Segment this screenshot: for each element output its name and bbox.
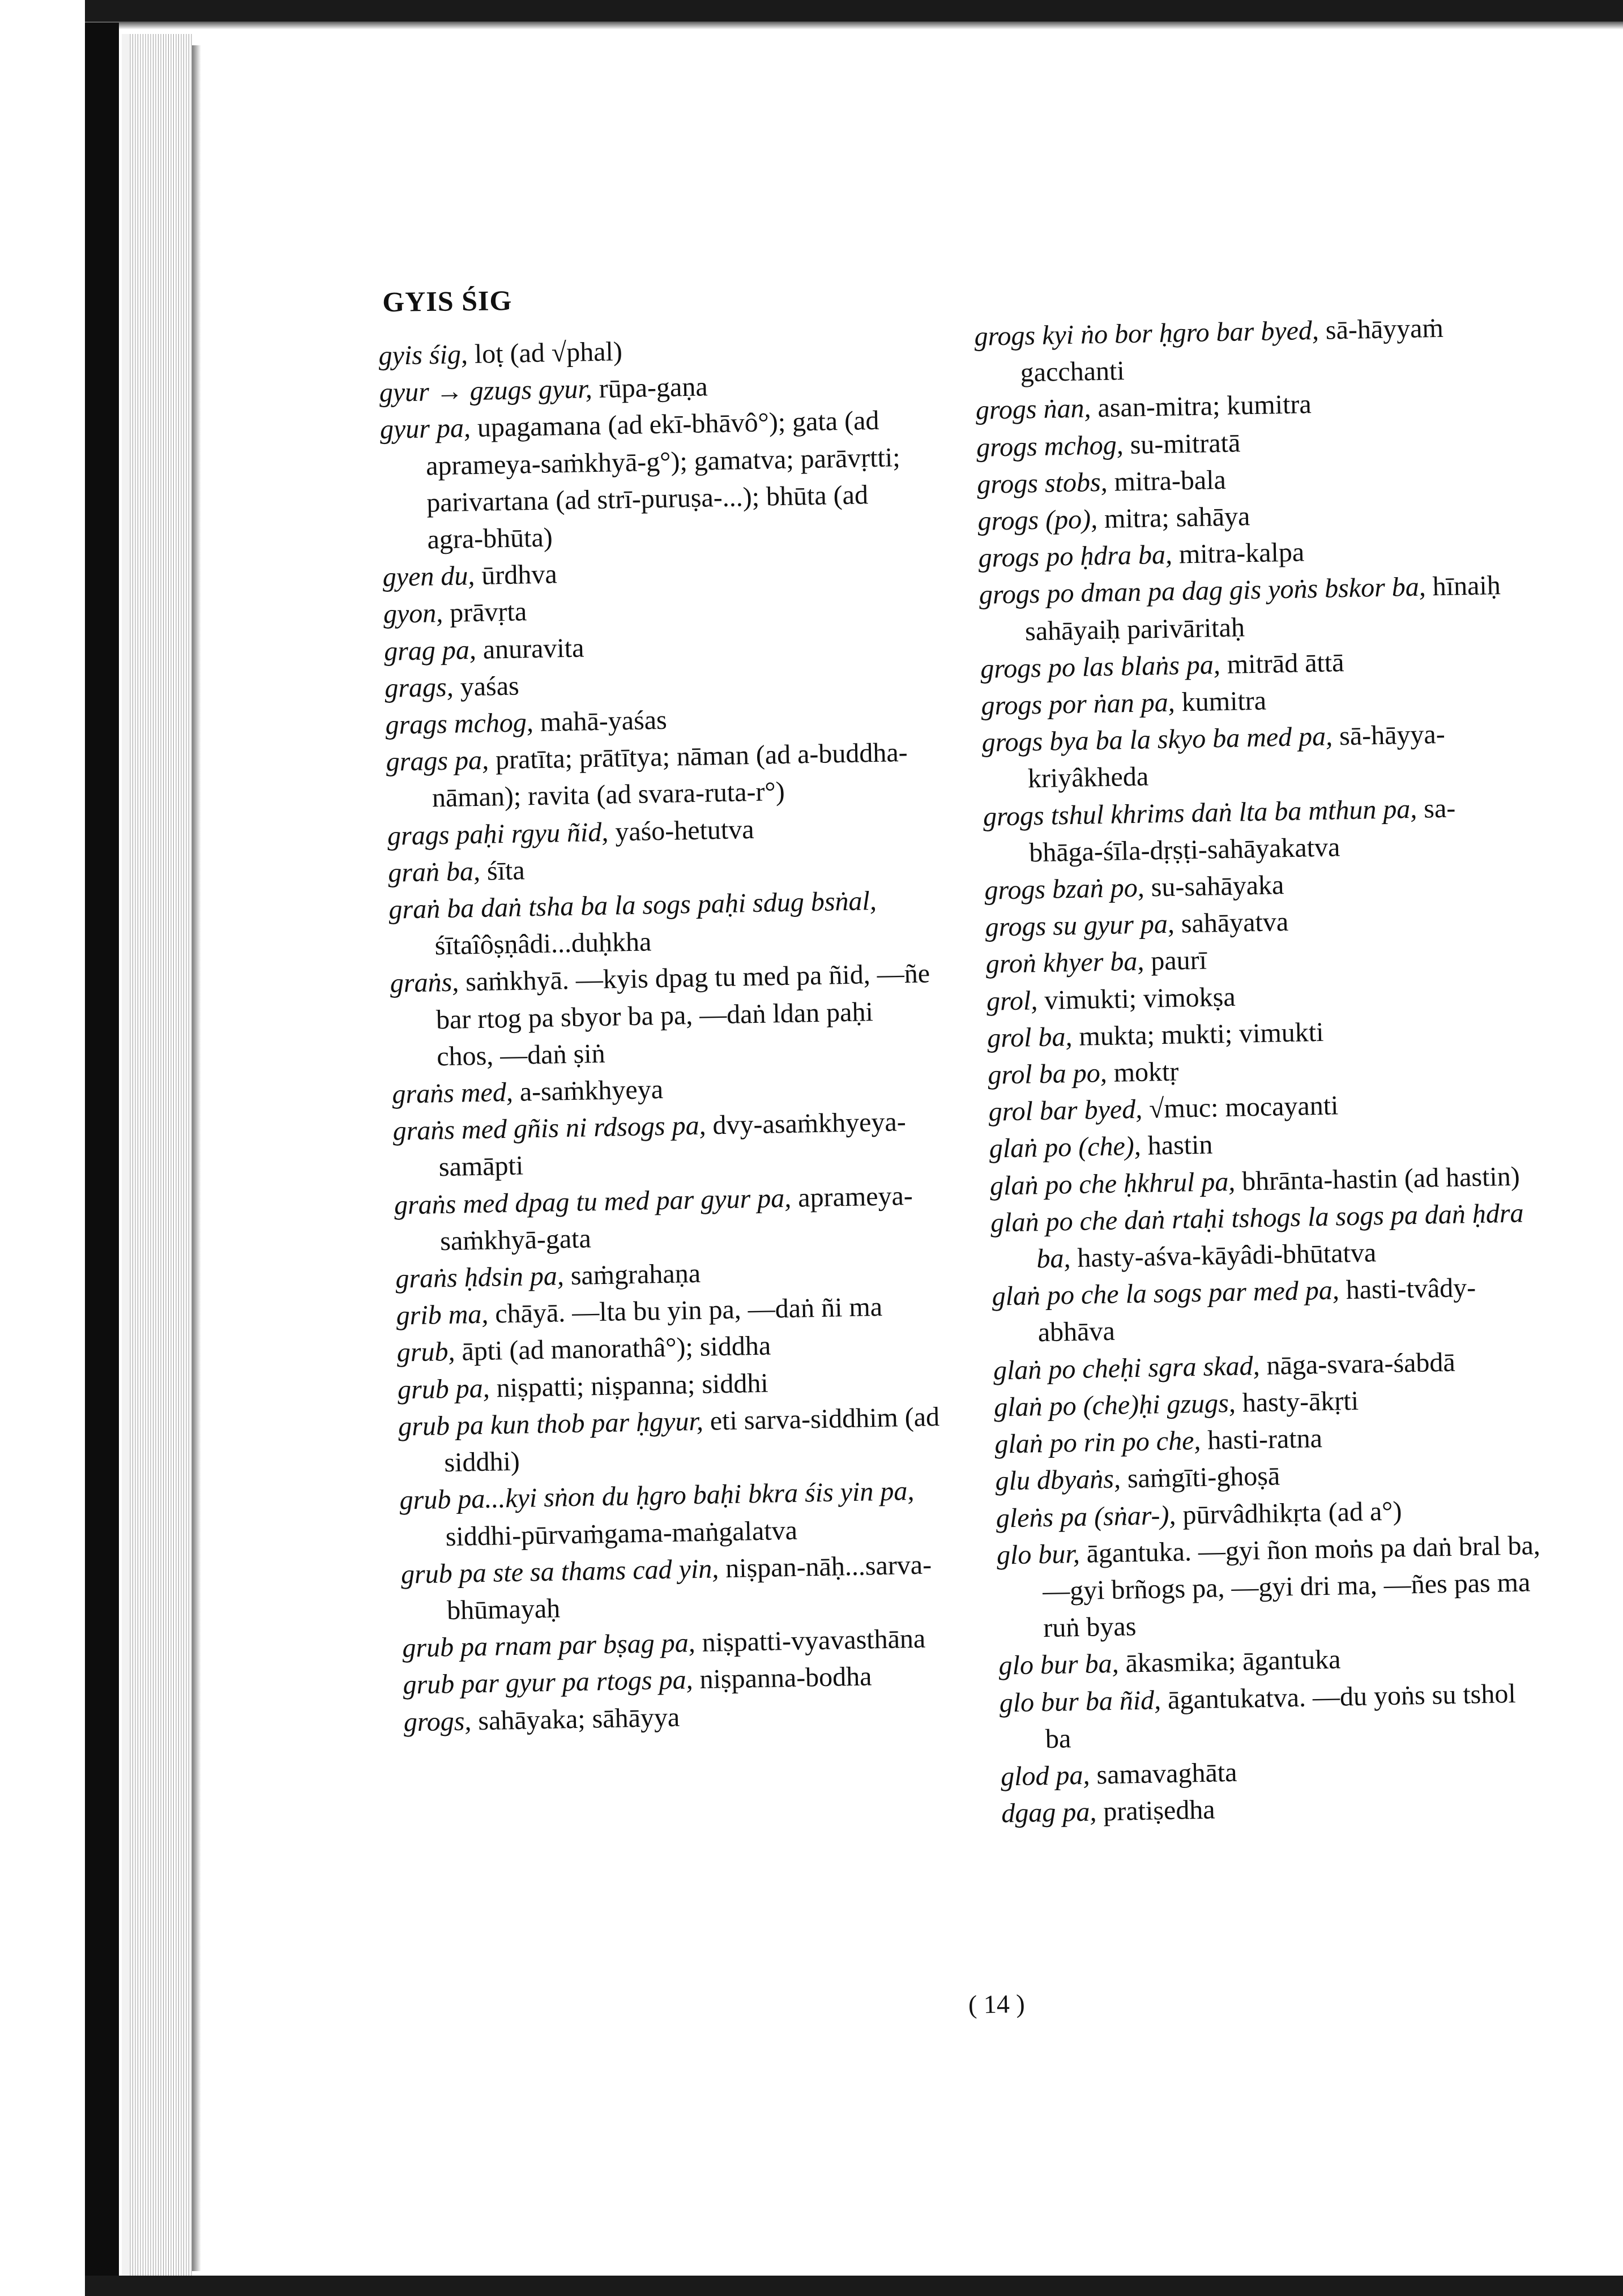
- tibetan-headword: grogs po dman pa dag gis yoṅs bskor ba,: [979, 571, 1426, 611]
- sanskrit-equivalent: moktṛ: [1107, 1056, 1179, 1088]
- sanskrit-equivalent: nāga-svara-śabdā: [1259, 1347, 1456, 1381]
- sanskrit-equivalent: mahā-yaśas: [533, 705, 668, 738]
- sanskrit-equivalent: śīta: [480, 855, 526, 886]
- tibetan-headword: grogs por ṅan pa,: [981, 687, 1176, 721]
- tibetan-headword: gyur pa,: [379, 413, 471, 445]
- dictionary-entry: [400, 1546, 945, 1630]
- tibetan-headword: gyur → gzugs gyur,: [379, 374, 593, 408]
- dictionary-entry: [388, 881, 933, 965]
- tibetan-headword: grub par gyur pa rtogs pa,: [403, 1665, 694, 1700]
- dictionary-entry: [996, 1527, 1541, 1648]
- sanskrit-equivalent: prāvṛta: [442, 596, 527, 629]
- tibetan-headword: glaṅ po rin po che,: [994, 1426, 1201, 1459]
- tibetan-headword: grags,: [384, 672, 454, 703]
- sanskrit-equivalent: su-mitratā: [1123, 428, 1241, 460]
- tibetan-headword: grogs bzaṅ po,: [984, 872, 1145, 906]
- running-header: GYIS ŚIG: [382, 284, 512, 318]
- tibetan-headword: dgag pa,: [1001, 1796, 1097, 1829]
- sanskrit-equivalent: hasty-ākṛti: [1235, 1385, 1359, 1418]
- sanskrit-equivalent: ūrdhva: [474, 559, 558, 591]
- dictionary-entry: [979, 567, 1523, 651]
- sanskrit-equivalent: mitra; sahāya: [1097, 501, 1250, 535]
- dictionary-entry: [992, 1268, 1536, 1352]
- sanskrit-equivalent: sā-hāyyaṁ gacchanti: [1020, 313, 1444, 388]
- sanskrit-equivalent: samavaghāta: [1090, 1757, 1237, 1790]
- tibetan-headword: gyis śig,: [378, 339, 468, 371]
- tibetan-headword: groṅ khyer ba,: [985, 946, 1144, 980]
- tibetan-headword: glo bur,: [996, 1538, 1080, 1571]
- sanskrit-equivalent: āpti (ad manorathâ°); siddha: [455, 1331, 771, 1367]
- sanskrit-equivalent: hīnaiḥ sahāyaiḥ parivāritaḥ: [1024, 570, 1501, 647]
- sanskrit-equivalent: loṭ (ad √phal): [467, 336, 623, 370]
- tibetan-headword: grogs stobs,: [976, 467, 1108, 500]
- tibetan-headword: grogs po las blaṅs pa,: [980, 649, 1221, 684]
- sanskrit-equivalent: rūpa-gaṇa: [592, 372, 708, 404]
- tibetan-headword: glod pa,: [1000, 1760, 1090, 1792]
- sanskrit-equivalent: ākasmika; āgantuka: [1118, 1644, 1341, 1679]
- sanskrit-equivalent: pūrvâdhikṛta (ad a°): [1175, 1496, 1402, 1530]
- gutter-shadow: [192, 45, 201, 2271]
- page-edge-stack: [130, 34, 192, 2277]
- scan-border-bottom: [85, 2276, 1623, 2296]
- tibetan-headword: glaṅ po (che)ḥi gzugs,: [993, 1388, 1236, 1423]
- sanskrit-equivalent: chāyā. —lta bu yin pa, —daṅ ñi ma: [488, 1292, 883, 1330]
- tibetan-headword: glaṅ po che ḥkhrul pa,: [989, 1166, 1236, 1201]
- dictionary-entry: [974, 308, 1519, 392]
- dictionary-entry: [398, 1398, 943, 1482]
- tibetan-headword: grogs su gyur pa,: [985, 908, 1175, 943]
- tibetan-headword: grogs po ḥdra ba,: [978, 539, 1173, 574]
- tibetan-headword: glo bur ba,: [998, 1649, 1120, 1681]
- sanskrit-equivalent: upagamana (ad ekī-bhāvô°); gata (ad aprameya-saṁkhyā-g°); gamatva; parāvṛtti; parivartana (ad strī-puruṣa-...); bhūta (ad agra-bhūta): [425, 406, 901, 555]
- book-spine: [85, 23, 119, 2282]
- sanskrit-equivalent: śītaîôṣṇâdi...duḥkha: [434, 927, 652, 961]
- tibetan-headword: graṅs med,: [392, 1077, 514, 1109]
- sanskrit-equivalent: pratiṣedha: [1096, 1794, 1216, 1827]
- tibetan-headword: grogs tshul khrims daṅ lta ba mthun pa,: [983, 793, 1417, 832]
- sanskrit-equivalent: asan-mitra; kumitra: [1091, 389, 1312, 424]
- sanskrit-equivalent: niṣpanna-bodha: [693, 1661, 872, 1695]
- sanskrit-equivalent: mukta; mukti; vimukti: [1072, 1017, 1324, 1052]
- tibetan-headword: graṅs,: [390, 967, 459, 999]
- sanskrit-equivalent: mitrād āttā: [1220, 647, 1344, 680]
- sanskrit-equivalent: bhrānta-hastin (ad hastin): [1235, 1161, 1521, 1197]
- tibetan-headword: grogs bya ba la skyo ba med pa,: [981, 721, 1333, 758]
- dictionary-entry: [390, 955, 935, 1076]
- sanskrit-equivalent: saṁkhyā. —kyis dpag tu med pa ñid, —ñe bar rtog pa sbyor ba pa, —daṅ ldan paḥi chos, —daṅ ṣiṅ: [435, 958, 930, 1072]
- dictionary-entry: [394, 1177, 938, 1261]
- sanskrit-equivalent: aprameya-saṁkhyā-gata: [439, 1180, 913, 1257]
- sanskrit-equivalent: hasti-tvâdy-abhāva: [1037, 1273, 1476, 1348]
- tibetan-headword: grogs ṅan,: [975, 393, 1092, 426]
- sanskrit-equivalent: niṣpatti-vyavasthāna: [695, 1623, 926, 1658]
- tibetan-headword: graṅ ba,: [387, 856, 481, 888]
- sanskrit-equivalent: √muc: mocayanti: [1142, 1090, 1339, 1125]
- sanskrit-equivalent: niṣpatti; niṣpanna; siddhi: [489, 1368, 769, 1403]
- sanskrit-equivalent: sa-bhāga-śīla-dṛṣṭi-sahāyakatva: [1028, 793, 1456, 868]
- sanskrit-equivalent: āgantuka. —gyi ñon moṅs pa daṅ bral ba, —gyi brñogs pa, —gyi dri ma, —ñes pas ma ruṅ byas: [1042, 1530, 1541, 1644]
- sanskrit-equivalent: yaśas: [453, 671, 520, 702]
- scan-border-top: [85, 0, 1623, 22]
- tibetan-headword: grol ba,: [986, 1021, 1073, 1053]
- tibetan-headword: graṅs ḥdsin pa,: [395, 1261, 565, 1294]
- tibetan-headword: grag pa,: [383, 634, 477, 667]
- dictionary-entry: [399, 1472, 944, 1556]
- sanskrit-equivalent: sahāyaka; sāhāyya: [471, 1702, 680, 1736]
- tibetan-headword: grol,: [986, 985, 1038, 1017]
- sanskrit-equivalent: sā-hāyya-kriyâkheda: [1027, 719, 1446, 794]
- dictionary-entry: [999, 1675, 1544, 1759]
- sanskrit-equivalent: sahāyatva: [1174, 907, 1289, 939]
- tibetan-headword: gyon,: [383, 598, 443, 630]
- tibetan-headword: grub pa ste sa thams cad yin,: [400, 1554, 719, 1590]
- dictionary-entry: [990, 1194, 1535, 1278]
- tibetan-headword: grags pa,: [386, 745, 489, 778]
- tibetan-headword: glaṅ po che la sogs par med pa,: [992, 1275, 1340, 1312]
- tibetan-headword: glo bur ba ñid,: [999, 1684, 1161, 1718]
- tibetan-headword: grub pa kun thob par ḥgyur,: [398, 1406, 704, 1442]
- sanskrit-equivalent: hastin: [1141, 1129, 1213, 1162]
- sanskrit-equivalent: saṁgrahaṇa: [563, 1258, 701, 1291]
- dictionary-entry: [981, 715, 1526, 799]
- sanskrit-equivalent: āgantukatva. —du yoṅs su tshol ba: [1045, 1678, 1517, 1754]
- dictionary-entry: [392, 1103, 937, 1187]
- spine-highlight: [122, 34, 130, 2277]
- scan-border-shadow: [85, 22, 1623, 29]
- tibetan-headword: grib ma,: [396, 1299, 489, 1331]
- sanskrit-equivalent: a-saṁkhyeya: [512, 1074, 664, 1107]
- tibetan-headword: grol bar byed,: [988, 1094, 1143, 1128]
- tibetan-headword: glaṅ po (che),: [989, 1131, 1142, 1164]
- tibetan-headword: grogs mchog,: [976, 429, 1124, 463]
- tibetan-headword: grogs,: [403, 1705, 472, 1738]
- tibetan-headword: grags paḥi rgyu ñid,: [387, 817, 609, 851]
- tibetan-headword: grub pa...kyi sṅon du ḥgro baḥi bkra śis yin pa,: [399, 1476, 915, 1516]
- sanskrit-equivalent: saṁgīti-ghoṣā: [1120, 1461, 1280, 1494]
- tibetan-headword: grags mchog,: [385, 707, 534, 740]
- tibetan-headword: grol ba po,: [988, 1057, 1108, 1090]
- sanskrit-equivalent: paurī: [1143, 945, 1207, 977]
- sanskrit-equivalent: mitra-bala: [1107, 464, 1227, 497]
- sanskrit-equivalent: pratīta; prātītya; nāman (ad a-buddha-nāman); ravita (ad svara-ruta-r°): [432, 737, 908, 813]
- tibetan-headword: grogs (po),: [977, 504, 1098, 536]
- tibetan-headword: grub,: [396, 1337, 456, 1368]
- tibetan-headword: glaṅ po cheḥi sgra skad,: [993, 1350, 1261, 1386]
- sanskrit-equivalent: mitra-kalpa: [1172, 537, 1305, 570]
- sanskrit-equivalent: yaśo-hetutva: [608, 814, 754, 847]
- tibetan-headword: gleṅs pa (sṅar-),: [996, 1500, 1176, 1534]
- dictionary-entry: [379, 402, 926, 559]
- left-column: [378, 327, 947, 1740]
- tibetan-headword: grogs kyi ṅo bor ḥgro bar byed,: [974, 315, 1319, 352]
- sanskrit-equivalent: vimukti; vimokṣa: [1037, 981, 1236, 1015]
- tibetan-headword: gyen du,: [382, 561, 475, 593]
- sanskrit-equivalent: dvy-asaṁkhyeya-samāpti: [438, 1107, 907, 1183]
- tibetan-headword: graṅs med gñis ni rdsogs pa,: [392, 1110, 707, 1147]
- sanskrit-equivalent: kumitra: [1174, 685, 1267, 718]
- sanskrit-equivalent: hasti-ratna: [1200, 1423, 1323, 1456]
- sanskrit-equivalent: eti sarva-siddhim (ad siddhi): [443, 1402, 940, 1478]
- tibetan-headword: graṅ ba daṅ tsha ba la sogs paḥi sdug bsṅal,: [388, 886, 877, 925]
- sanskrit-equivalent: hasty-aśva-kāyâdi-bhūtatva: [1070, 1237, 1377, 1274]
- right-column: [974, 308, 1545, 1832]
- tibetan-headword: glaṅ po che daṅ rtaḥi tshogs la sogs pa daṅ ḥdra ba,: [990, 1198, 1524, 1274]
- sanskrit-equivalent: niṣpan-nāḥ...sarva-bhūmayaḥ: [446, 1550, 932, 1626]
- tibetan-headword: glu dbyaṅs,: [995, 1463, 1121, 1496]
- sanskrit-equivalent: anuravita: [476, 633, 584, 665]
- dictionary-entry: [386, 734, 930, 818]
- tibetan-headword: grub pa rnam par bṣag pa,: [402, 1628, 696, 1663]
- sanskrit-equivalent: siddhi-pūrvaṁgama-maṅgalatva: [445, 1515, 798, 1552]
- sanskrit-equivalent: su-sahāyaka: [1144, 870, 1284, 903]
- dictionary-entry: [983, 788, 1528, 872]
- tibetan-headword: grub pa,: [397, 1373, 490, 1405]
- page-number: ( 14 ): [968, 1989, 1026, 2019]
- tibetan-headword: graṅs med dpag tu med par gyur pa,: [394, 1183, 792, 1220]
